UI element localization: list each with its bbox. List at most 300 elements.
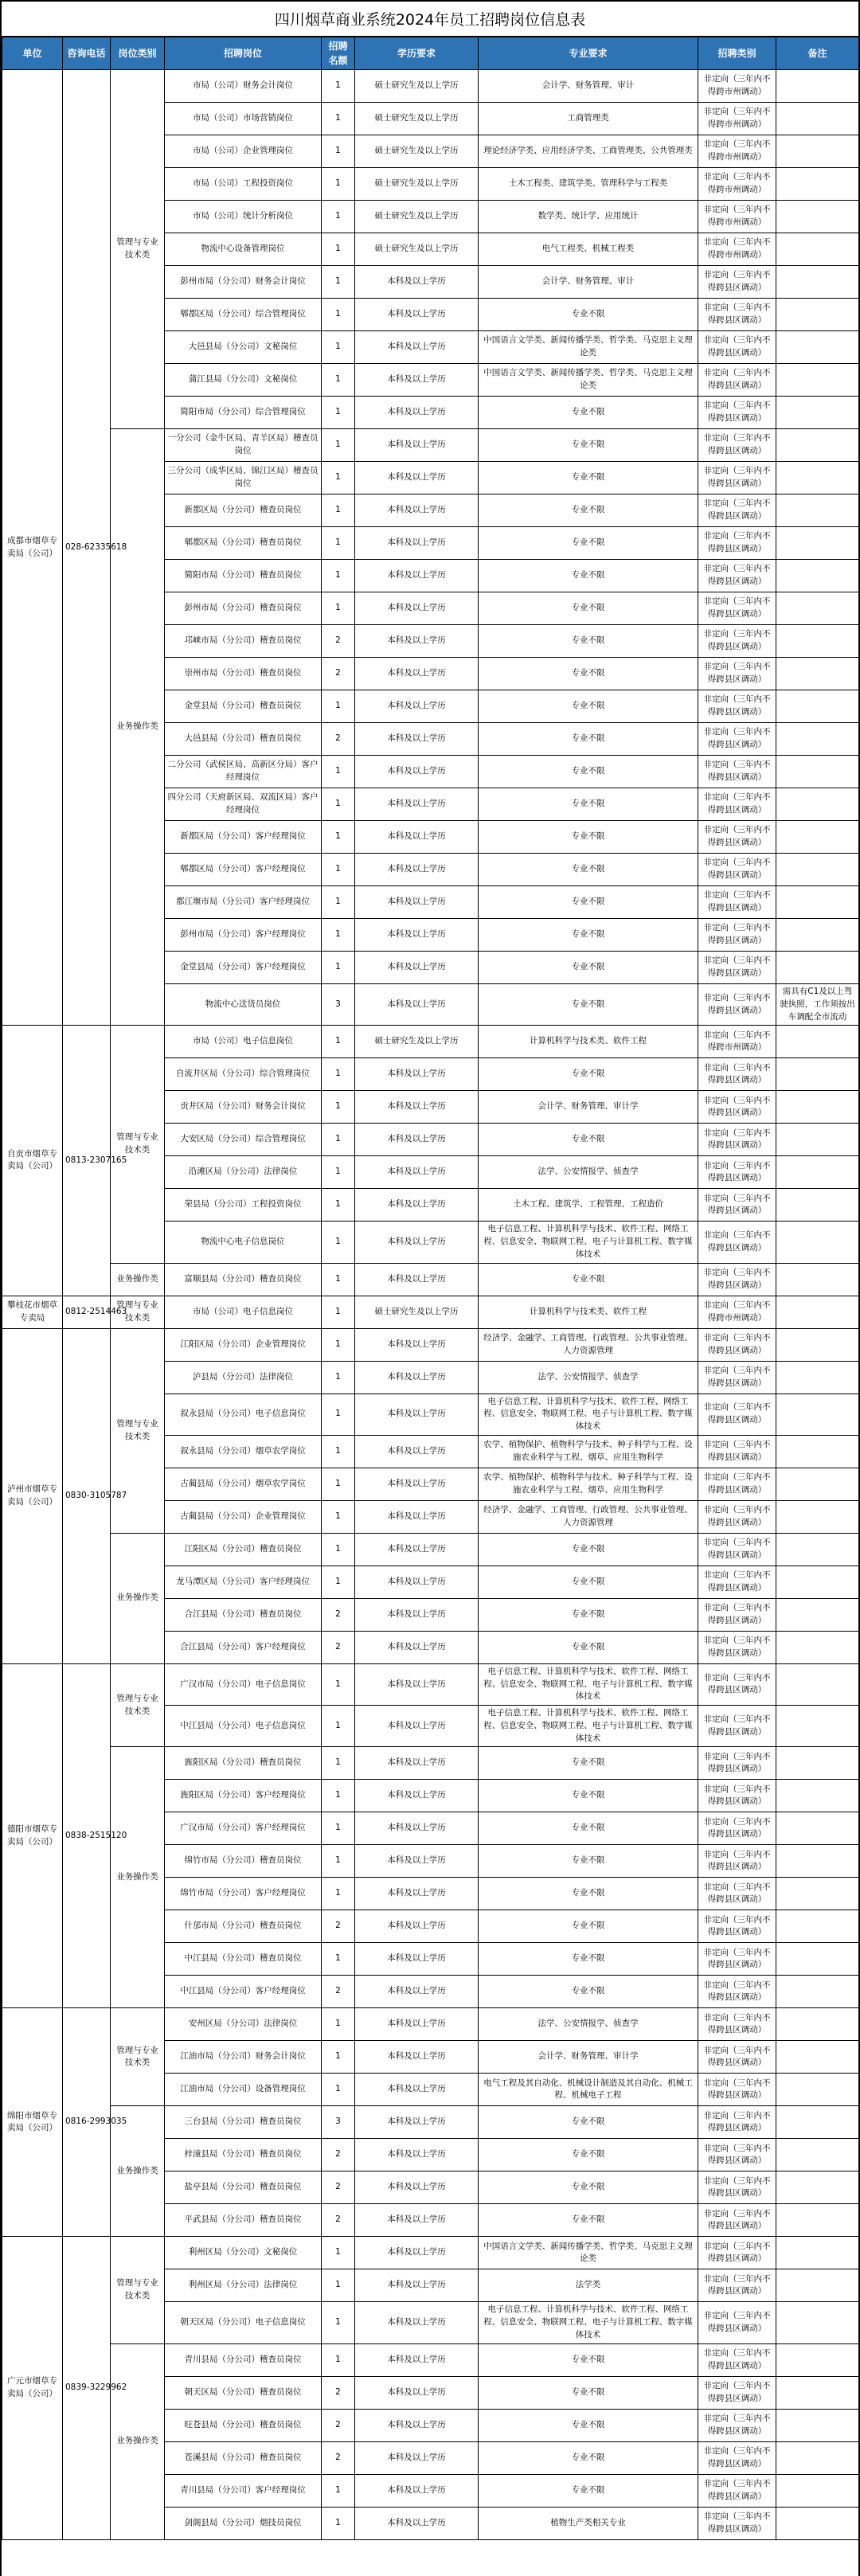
post-name: 朝天区局（分公司）稽查员岗位 — [165, 2376, 322, 2409]
post-name: 新都区局（分公司）稽查员岗位 — [165, 494, 322, 527]
recruit-type: 非定向（三年内不得跨县区调动） — [698, 1663, 776, 1705]
major-requirement: 会计学、财务管理、审计 — [479, 266, 698, 299]
phone-number: 0839-3229962 — [63, 2237, 111, 2539]
post-count: 3 — [322, 984, 355, 1026]
post-name: 三分公司（成华区局、锦江区局）稽查员岗位 — [165, 462, 322, 494]
post-count: 1 — [322, 821, 355, 854]
education-requirement: 本科及以上学历 — [355, 756, 479, 788]
education-requirement: 本科及以上学历 — [355, 494, 479, 527]
post-count: 1 — [322, 1296, 355, 1328]
major-requirement: 经济学、金融学、工商管理、行政管理、公共事业管理、人力资源管理 — [479, 1328, 698, 1361]
major-requirement: 计算机科学与技术类、软件工程 — [479, 1296, 698, 1328]
recruit-type: 非定向（三年内不得跨市州调动） — [698, 1026, 776, 1058]
education-requirement: 本科及以上学历 — [355, 984, 479, 1026]
post-name: 郫都区局（分公司）综合管理岗位 — [165, 299, 322, 331]
recruit-type: 非定向（三年内不得跨县区调动） — [698, 1156, 776, 1189]
post-name: 龙马潭区局（分公司）客户经理岗位 — [165, 1566, 322, 1598]
post-category: 业务操作类 — [111, 2106, 165, 2237]
remark — [776, 2074, 859, 2106]
major-requirement: 专业不限 — [479, 658, 698, 690]
recruit-type: 非定向（三年内不得跨县区调动） — [698, 266, 776, 299]
education-requirement: 本科及以上学历 — [355, 1943, 479, 1976]
table-row — [2, 70, 859, 103]
remark — [776, 821, 859, 854]
post-name: 市局（公司）市场营销岗位 — [165, 103, 322, 135]
unit-name: 德阳市烟草专卖局（公司） — [2, 1663, 63, 2008]
education-requirement: 本科及以上学历 — [355, 1598, 479, 1631]
education-requirement: 本科及以上学历 — [355, 1500, 479, 1533]
education-requirement: 本科及以上学历 — [355, 462, 479, 494]
post-category: 业务操作类 — [111, 2343, 165, 2539]
remark — [776, 1263, 859, 1296]
recruit-type: 非定向（三年内不得跨县区调动） — [698, 2376, 776, 2409]
education-requirement: 本科及以上学历 — [355, 690, 479, 723]
post-count: 2 — [322, 2409, 355, 2441]
post-name: 市局（公司）电子信息岗位 — [165, 1296, 322, 1328]
post-name: 安州区局（分公司）法律岗位 — [165, 2008, 322, 2041]
recruit-type: 非定向（三年内不得跨市州调动） — [698, 233, 776, 266]
post-name: 富顺县局（分公司）稽查员岗位 — [165, 1263, 322, 1296]
education-requirement: 本科及以上学历 — [355, 1091, 479, 1124]
major-requirement: 专业不限 — [479, 1124, 698, 1156]
post-count: 1 — [322, 397, 355, 429]
recruit-type: 非定向（三年内不得跨县区调动） — [698, 788, 776, 821]
education-requirement: 本科及以上学历 — [355, 2409, 479, 2441]
major-requirement: 中国语言文学类、新闻传播学类、哲学类、马克思主义理论类 — [479, 364, 698, 397]
post-name: 蒲江县局（分公司）文秘岗位 — [165, 364, 322, 397]
major-requirement: 专业不限 — [479, 2343, 698, 2376]
remark — [776, 1435, 859, 1468]
major-requirement: 经济学、金融学、工商管理、行政管理、公共事业管理、人力资源管理 — [479, 1500, 698, 1533]
education-requirement: 本科及以上学历 — [355, 1706, 479, 1747]
education-requirement: 本科及以上学历 — [355, 1328, 479, 1361]
post-name: 梓潼县局（分公司）稽查员岗位 — [165, 2139, 322, 2171]
major-requirement: 专业不限 — [479, 2171, 698, 2204]
recruit-type: 非定向（三年内不得跨县区调动） — [698, 1394, 776, 1435]
remark — [776, 2474, 859, 2507]
post-name: 江油市局（分公司）财务会计岗位 — [165, 2041, 322, 2074]
post-name: 都江堰市局（分公司）客户经理岗位 — [165, 886, 322, 919]
education-requirement: 本科及以上学历 — [355, 1361, 479, 1394]
recruit-type: 非定向（三年内不得跨市州调动） — [698, 1296, 776, 1328]
major-requirement: 电气工程类、机械工程类 — [479, 233, 698, 266]
major-requirement: 中国语言文学类、新闻传播学类、哲学类、马克思主义理论类 — [479, 331, 698, 364]
recruit-type: 非定向（三年内不得跨县区调动） — [698, 1189, 776, 1222]
post-count: 2 — [322, 658, 355, 690]
education-requirement: 本科及以上学历 — [355, 1747, 479, 1780]
major-requirement: 专业不限 — [479, 299, 698, 331]
post-name: 郫都区局（分公司）稽查员岗位 — [165, 527, 322, 560]
recruit-type: 非定向（三年内不得跨县区调动） — [698, 2302, 776, 2343]
post-name: 合江县局（分公司）稽查员岗位 — [165, 1598, 322, 1631]
education-requirement: 本科及以上学历 — [355, 2376, 479, 2409]
header-major: 专业要求 — [479, 37, 698, 70]
post-name: 中江县局（分公司）稽查员岗位 — [165, 1943, 322, 1976]
post-count: 2 — [322, 1976, 355, 2008]
post-name: 叙永县局（分公司）电子信息岗位 — [165, 1394, 322, 1435]
table-header-row — [2, 37, 859, 70]
post-name: 平武县局（分公司）稽查员岗位 — [165, 2204, 322, 2237]
post-name: 青川县局（分公司）稽查员岗位 — [165, 2343, 322, 2376]
remark — [776, 1091, 859, 1124]
recruit-type: 非定向（三年内不得跨县区调动） — [698, 592, 776, 625]
post-name: 苍溪县局（分公司）稽查员岗位 — [165, 2441, 322, 2474]
post-category: 管理与专业技术类 — [111, 1328, 165, 1533]
major-requirement: 电子信息工程、计算机科学与技术、软件工程、网络工程、信息安全、物联网工程、电子与计算机工程、数字媒体技术 — [479, 1663, 698, 1705]
major-requirement: 工商管理类 — [479, 103, 698, 135]
post-count: 1 — [322, 1026, 355, 1058]
table-row — [2, 1296, 859, 1328]
remark — [776, 135, 859, 168]
header-type: 招聘类别 — [698, 37, 776, 70]
post-count: 1 — [322, 2008, 355, 2041]
remark — [776, 70, 859, 103]
remark — [776, 103, 859, 135]
post-category: 业务操作类 — [111, 1533, 165, 1663]
post-name: 二分公司（武侯区局、高新区分局）客户经理岗位 — [165, 756, 322, 788]
major-requirement: 农学、植物保护、植物科学与技术、种子科学与工程、设施农业科学与工程、烟草、应用生物科学 — [479, 1468, 698, 1500]
remark — [776, 1976, 859, 2008]
recruit-type: 非定向（三年内不得跨县区调动） — [698, 723, 776, 756]
education-requirement: 本科及以上学历 — [355, 1263, 479, 1296]
post-name: 自流井区局（分公司）综合管理岗位 — [165, 1058, 322, 1091]
remark — [776, 2507, 859, 2539]
post-count: 1 — [322, 2074, 355, 2106]
post-count: 2 — [322, 1631, 355, 1663]
major-requirement: 专业不限 — [479, 560, 698, 592]
remark — [776, 854, 859, 886]
post-name: 青川县局（分公司）客户经理岗位 — [165, 2474, 322, 2507]
recruit-type: 非定向（三年内不得跨县区调动） — [698, 1124, 776, 1156]
post-name: 新都区局（分公司）客户经理岗位 — [165, 821, 322, 854]
education-requirement: 硕士研究生及以上学历 — [355, 1026, 479, 1058]
recruit-type: 非定向（三年内不得跨县区调动） — [698, 919, 776, 952]
major-requirement: 专业不限 — [479, 397, 698, 429]
unit-name: 自贡市烟草专卖局（公司） — [2, 1026, 63, 1296]
post-count: 1 — [322, 1747, 355, 1780]
post-category: 管理与专业技术类 — [111, 1296, 165, 1328]
post-category: 业务操作类 — [111, 1263, 165, 1296]
recruit-type: 非定向（三年内不得跨县区调动） — [698, 2237, 776, 2269]
education-requirement: 本科及以上学历 — [355, 397, 479, 429]
major-requirement: 专业不限 — [479, 2409, 698, 2441]
remark — [776, 2041, 859, 2074]
major-requirement: 土木工程、建筑学、工程管理、工程造价 — [479, 1189, 698, 1222]
post-name: 四分公司（天府新区局、双流区局）客户经理岗位 — [165, 788, 322, 821]
education-requirement: 本科及以上学历 — [355, 592, 479, 625]
post-name: 市局（公司）电子信息岗位 — [165, 1026, 322, 1058]
education-requirement: 本科及以上学历 — [355, 1533, 479, 1566]
education-requirement: 本科及以上学历 — [355, 821, 479, 854]
post-count: 1 — [322, 1500, 355, 1533]
remark — [776, 788, 859, 821]
remark — [776, 2441, 859, 2474]
post-count: 2 — [322, 2376, 355, 2409]
major-requirement: 法学、公安情报学、侦查学 — [479, 1156, 698, 1189]
post-count: 1 — [322, 2302, 355, 2343]
education-requirement: 本科及以上学历 — [355, 2269, 479, 2302]
major-requirement: 数学类、统计学、应用统计 — [479, 201, 698, 233]
post-name: 市局（公司）工程投资岗位 — [165, 168, 322, 201]
major-requirement: 专业不限 — [479, 756, 698, 788]
post-name: 彭州市局（分公司）稽查员岗位 — [165, 592, 322, 625]
remark — [776, 233, 859, 266]
post-count: 1 — [322, 2343, 355, 2376]
recruit-type: 非定向（三年内不得跨县区调动） — [698, 1631, 776, 1663]
major-requirement: 专业不限 — [479, 1747, 698, 1780]
post-count: 1 — [322, 1328, 355, 1361]
recruit-type: 非定向（三年内不得跨县区调动） — [698, 2507, 776, 2539]
recruit-type: 非定向（三年内不得跨县区调动） — [698, 2008, 776, 2041]
post-category: 管理与专业技术类 — [111, 2008, 165, 2106]
recruit-type: 非定向（三年内不得跨县区调动） — [698, 1091, 776, 1124]
recruit-type: 非定向（三年内不得跨市州调动） — [698, 201, 776, 233]
education-requirement: 本科及以上学历 — [355, 854, 479, 886]
major-requirement: 电子信息工程、计算机科学与技术、软件工程、网络工程、信息安全、物联网工程、电子与计算机工程、数字媒体技术 — [479, 1222, 698, 1263]
post-name: 中江县局（分公司）客户经理岗位 — [165, 1976, 322, 2008]
education-requirement: 硕士研究生及以上学历 — [355, 168, 479, 201]
remark — [776, 1026, 859, 1058]
table-row — [2, 1328, 859, 1361]
remark — [776, 952, 859, 984]
recruit-type: 非定向（三年内不得跨县区调动） — [698, 527, 776, 560]
phone-number: 0830-3105787 — [63, 1328, 111, 1663]
major-requirement: 专业不限 — [479, 2204, 698, 2237]
post-name: 利州区局（分公司）文秘岗位 — [165, 2237, 322, 2269]
education-requirement: 本科及以上学历 — [355, 952, 479, 984]
education-requirement: 本科及以上学历 — [355, 658, 479, 690]
post-count: 1 — [322, 1533, 355, 1566]
remark — [776, 1706, 859, 1747]
header-unit: 单位 — [2, 37, 63, 70]
remark — [776, 2139, 859, 2171]
major-requirement: 专业不限 — [479, 1976, 698, 2008]
phone-number: 0812-2514463 — [63, 1296, 111, 1328]
post-count: 1 — [322, 2507, 355, 2539]
post-count: 1 — [322, 1189, 355, 1222]
post-name: 广汉市局（分公司）客户经理岗位 — [165, 1812, 322, 1845]
table-row — [2, 2008, 859, 2041]
table-row — [2, 1263, 859, 1296]
post-name: 叙永县局（分公司）烟草农学岗位 — [165, 1435, 322, 1468]
education-requirement: 本科及以上学历 — [355, 560, 479, 592]
remark — [776, 1328, 859, 1361]
post-count: 1 — [322, 1263, 355, 1296]
major-requirement: 专业不限 — [479, 2441, 698, 2474]
recruit-type: 非定向（三年内不得跨县区调动） — [698, 397, 776, 429]
major-requirement: 会计学、财务管理、审计学 — [479, 1091, 698, 1124]
major-requirement: 理论经济学类、应用经济学类、工商管理类、公共管理类 — [479, 135, 698, 168]
post-name: 三台县局（分公司）稽查员岗位 — [165, 2106, 322, 2139]
phone-number: 0816-2993035 — [63, 2008, 111, 2237]
post-name: 市局（公司）企业管理岗位 — [165, 135, 322, 168]
remark — [776, 592, 859, 625]
unit-name: 成都市烟草专卖局（公司） — [2, 70, 63, 1026]
education-requirement: 本科及以上学历 — [355, 1663, 479, 1705]
education-requirement: 本科及以上学历 — [355, 1058, 479, 1091]
post-count: 1 — [322, 266, 355, 299]
remark — [776, 1631, 859, 1663]
post-count: 1 — [322, 1706, 355, 1747]
recruit-type: 非定向（三年内不得跨县区调动） — [698, 2139, 776, 2171]
recruit-type: 非定向（三年内不得跨县区调动） — [698, 2041, 776, 2074]
table-row — [2, 429, 859, 462]
remark — [776, 2008, 859, 2041]
remark — [776, 299, 859, 331]
remark — [776, 625, 859, 658]
education-requirement: 本科及以上学历 — [355, 2139, 479, 2171]
remark — [776, 756, 859, 788]
remark — [776, 2343, 859, 2376]
post-name: 金堂县局（分公司）稽查员岗位 — [165, 690, 322, 723]
recruit-type: 非定向（三年内不得跨县区调动） — [698, 690, 776, 723]
table-row — [2, 2343, 859, 2376]
major-requirement: 会计学、财务管理、审计 — [479, 70, 698, 103]
post-count: 1 — [322, 299, 355, 331]
remark — [776, 1663, 859, 1705]
post-name: 绵竹市局（分公司）稽查员岗位 — [165, 1845, 322, 1878]
education-requirement: 本科及以上学历 — [355, 1435, 479, 1468]
remark — [776, 2302, 859, 2343]
recruit-type: 非定向（三年内不得跨市州调动） — [698, 70, 776, 103]
header-education: 学历要求 — [355, 37, 479, 70]
remark — [776, 266, 859, 299]
major-requirement: 专业不限 — [479, 1845, 698, 1878]
post-name: 郫都区局（分公司）客户经理岗位 — [165, 854, 322, 886]
recruit-type: 非定向（三年内不得跨县区调动） — [698, 625, 776, 658]
remark — [776, 2376, 859, 2409]
post-name: 一分公司（金牛区局、青羊区局）稽查员岗位 — [165, 429, 322, 462]
recruit-type: 非定向（三年内不得跨县区调动） — [698, 1598, 776, 1631]
post-name: 什邡市局（分公司）稽查员岗位 — [165, 1910, 322, 1943]
major-requirement: 法学、公安情报学、侦查学 — [479, 1361, 698, 1394]
remark — [776, 1361, 859, 1394]
post-name: 合江县局（分公司）客户经理岗位 — [165, 1631, 322, 1663]
remark — [776, 1222, 859, 1263]
recruit-type: 非定向（三年内不得跨县区调动） — [698, 299, 776, 331]
post-name: 朝天区局（分公司）电子信息岗位 — [165, 2302, 322, 2343]
post-count: 1 — [322, 103, 355, 135]
remark — [776, 1189, 859, 1222]
major-requirement: 专业不限 — [479, 429, 698, 462]
education-requirement: 本科及以上学历 — [355, 919, 479, 952]
education-requirement: 本科及以上学历 — [355, 527, 479, 560]
education-requirement: 本科及以上学历 — [355, 1845, 479, 1878]
post-count: 1 — [322, 1222, 355, 1263]
remark — [776, 658, 859, 690]
remark — [776, 1500, 859, 1533]
post-count: 1 — [322, 690, 355, 723]
education-requirement: 本科及以上学历 — [355, 2204, 479, 2237]
phone-number: 0813-2307165 — [63, 1026, 111, 1296]
post-name: 邛崃市局（分公司）稽查员岗位 — [165, 625, 322, 658]
education-requirement: 本科及以上学历 — [355, 1812, 479, 1845]
education-requirement: 本科及以上学历 — [355, 1394, 479, 1435]
post-name: 古蔺县局（分公司）烟草农学岗位 — [165, 1468, 322, 1500]
unit-name: 攀枝花市烟草专卖局 — [2, 1296, 63, 1328]
table-row — [2, 2237, 859, 2269]
post-count: 1 — [322, 2474, 355, 2507]
major-requirement: 会计学、财务管理、审计学 — [479, 2041, 698, 2074]
post-count: 1 — [322, 429, 355, 462]
remark — [776, 1812, 859, 1845]
recruit-type: 非定向（三年内不得跨县区调动） — [698, 364, 776, 397]
remark — [776, 462, 859, 494]
unit-name: 绵阳市烟草专卖局（公司） — [2, 2008, 63, 2237]
recruit-type: 非定向（三年内不得跨县区调动） — [698, 1910, 776, 1943]
education-requirement: 本科及以上学历 — [355, 2171, 479, 2204]
post-count: 1 — [322, 494, 355, 527]
education-requirement: 本科及以上学历 — [355, 2237, 479, 2269]
remark: 需具有C1及以上驾驶执照，工作须按出车调配全市流动 — [776, 984, 859, 1026]
remark — [776, 527, 859, 560]
major-requirement: 专业不限 — [479, 984, 698, 1026]
education-requirement: 硕士研究生及以上学历 — [355, 135, 479, 168]
remark — [776, 397, 859, 429]
education-requirement: 硕士研究生及以上学历 — [355, 1296, 479, 1328]
remark — [776, 1533, 859, 1566]
education-requirement: 本科及以上学历 — [355, 2343, 479, 2376]
major-requirement: 专业不限 — [479, 625, 698, 658]
major-requirement: 专业不限 — [479, 1566, 698, 1598]
remark — [776, 1845, 859, 1878]
recruit-type: 非定向（三年内不得跨县区调动） — [698, 886, 776, 919]
post-count: 1 — [322, 1091, 355, 1124]
post-count: 1 — [322, 1361, 355, 1394]
post-category: 管理与专业技术类 — [111, 1663, 165, 1747]
education-requirement: 硕士研究生及以上学历 — [355, 233, 479, 266]
post-count: 1 — [322, 1124, 355, 1156]
remark — [776, 1598, 859, 1631]
major-requirement: 专业不限 — [479, 1263, 698, 1296]
recruit-type: 非定向（三年内不得跨县区调动） — [698, 2074, 776, 2106]
major-requirement: 中国语言文学类、新闻传播学类、哲学类、马克思主义理论类 — [479, 2237, 698, 2269]
recruit-type: 非定向（三年内不得跨市州调动） — [698, 103, 776, 135]
post-category: 管理与专业技术类 — [111, 70, 165, 429]
phone-number: 0838-2515120 — [63, 1663, 111, 2008]
education-requirement: 本科及以上学历 — [355, 788, 479, 821]
major-requirement: 专业不限 — [479, 1878, 698, 1910]
recruit-type: 非定向（三年内不得跨市州调动） — [698, 135, 776, 168]
table-row — [2, 1663, 859, 1705]
major-requirement: 专业不限 — [479, 2376, 698, 2409]
post-count: 2 — [322, 723, 355, 756]
education-requirement: 本科及以上学历 — [355, 1910, 479, 1943]
post-count: 1 — [322, 233, 355, 266]
post-count: 1 — [322, 135, 355, 168]
recruit-type: 非定向（三年内不得跨县区调动） — [698, 2409, 776, 2441]
post-count: 1 — [322, 592, 355, 625]
education-requirement: 本科及以上学历 — [355, 2302, 479, 2343]
post-count: 1 — [322, 1566, 355, 1598]
recruit-type: 非定向（三年内不得跨县区调动） — [698, 2441, 776, 2474]
recruit-type: 非定向（三年内不得跨县区调动） — [698, 462, 776, 494]
post-count: 1 — [322, 1394, 355, 1435]
post-name: 旌阳区局（分公司）客户经理岗位 — [165, 1780, 322, 1812]
header-post: 招聘岗位 — [165, 37, 322, 70]
remark — [776, 2269, 859, 2302]
recruit-type: 非定向（三年内不得跨县区调动） — [698, 1533, 776, 1566]
education-requirement: 本科及以上学历 — [355, 2041, 479, 2074]
remark — [776, 2237, 859, 2269]
post-count: 2 — [322, 1598, 355, 1631]
remark — [776, 429, 859, 462]
recruit-type: 非定向（三年内不得跨县区调动） — [698, 2106, 776, 2139]
major-requirement: 专业不限 — [479, 723, 698, 756]
major-requirement: 电气工程及其自动化、机械设计制造及其自动化、机械工程、机械电子工程 — [479, 2074, 698, 2106]
education-requirement: 本科及以上学历 — [355, 1124, 479, 1156]
post-name: 彭州市局（分公司）客户经理岗位 — [165, 919, 322, 952]
